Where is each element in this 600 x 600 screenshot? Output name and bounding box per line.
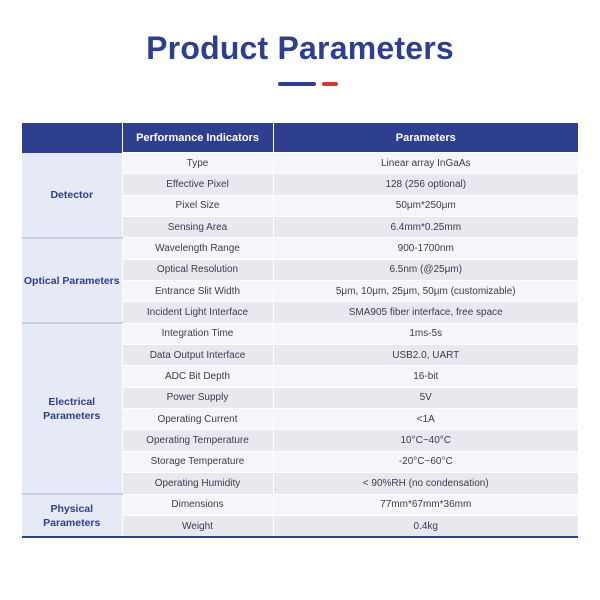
value-cell: 900-1700nm bbox=[273, 238, 578, 259]
value-cell: 6.5nm (@25μm) bbox=[273, 259, 578, 280]
parameters-table bbox=[22, 123, 578, 538]
value-cell: 6.4mm*0.25mm bbox=[273, 217, 578, 238]
indicator-cell: Effective Pixel bbox=[122, 174, 273, 195]
table-row bbox=[22, 238, 578, 259]
header-category bbox=[22, 123, 122, 153]
title-underline bbox=[278, 82, 338, 86]
indicator-cell: Weight bbox=[122, 515, 273, 537]
indicator-cell: ADC Bit Depth bbox=[122, 366, 273, 387]
value-cell: USB2.0, UART bbox=[273, 345, 578, 366]
underline-blue-segment bbox=[278, 82, 316, 86]
indicator-cell: Entrance Slit Width bbox=[122, 281, 273, 302]
group-label: Optical Parameters bbox=[22, 238, 122, 323]
header-performance-indicators: Performance Indicators bbox=[122, 123, 273, 153]
value-cell: -20°C~60°C bbox=[273, 451, 578, 472]
value-cell: <1A bbox=[273, 409, 578, 430]
table-row bbox=[22, 494, 578, 515]
indicator-cell: Type bbox=[122, 153, 273, 174]
group-label: Physical Parameters bbox=[22, 494, 122, 537]
value-cell: 16-bit bbox=[273, 366, 578, 387]
table-body bbox=[22, 153, 578, 538]
indicator-cell: Operating Humidity bbox=[122, 473, 273, 494]
indicator-cell: Pixel Size bbox=[122, 195, 273, 216]
indicator-cell: Power Supply bbox=[122, 387, 273, 408]
indicator-cell: Operating Temperature bbox=[122, 430, 273, 451]
indicator-cell: Optical Resolution bbox=[122, 259, 273, 280]
value-cell: 10°C~40°C bbox=[273, 430, 578, 451]
header-row bbox=[22, 123, 578, 153]
indicator-cell: Operating Current bbox=[122, 409, 273, 430]
indicator-cell: Wavelength Range bbox=[122, 238, 273, 259]
table-row bbox=[22, 323, 578, 344]
indicator-cell: Storage Temperature bbox=[122, 451, 273, 472]
header-parameters: Parameters bbox=[273, 123, 578, 153]
value-cell: 128 (256 optional) bbox=[273, 174, 578, 195]
value-cell: 1ms-5s bbox=[273, 323, 578, 344]
group-label: Detector bbox=[22, 153, 122, 238]
indicator-cell: Dimensions bbox=[122, 494, 273, 515]
indicator-cell: Integration Time bbox=[122, 323, 273, 344]
value-cell: Linear array InGaAs bbox=[273, 153, 578, 174]
value-cell: 77mm*67mm*36mm bbox=[273, 494, 578, 515]
indicator-cell: Incident Light Interface bbox=[122, 302, 273, 323]
group-label: Electrical Parameters bbox=[22, 323, 122, 494]
indicator-cell: Sensing Area bbox=[122, 217, 273, 238]
underline-red-segment bbox=[322, 82, 338, 86]
value-cell: 0.4kg bbox=[273, 515, 578, 537]
value-cell: 50μm*250μm bbox=[273, 195, 578, 216]
indicator-cell: Data Output Interface bbox=[122, 345, 273, 366]
table-header bbox=[22, 123, 578, 153]
value-cell: SMA905 fiber interface, free space bbox=[273, 302, 578, 323]
value-cell: 5μm, 10μm, 25μm, 50μm (customizable) bbox=[273, 281, 578, 302]
page-title: Product Parameters bbox=[146, 30, 454, 66]
value-cell: < 90%RH (no condensation) bbox=[273, 473, 578, 494]
table-row bbox=[22, 153, 578, 174]
value-cell: 5V bbox=[273, 387, 578, 408]
